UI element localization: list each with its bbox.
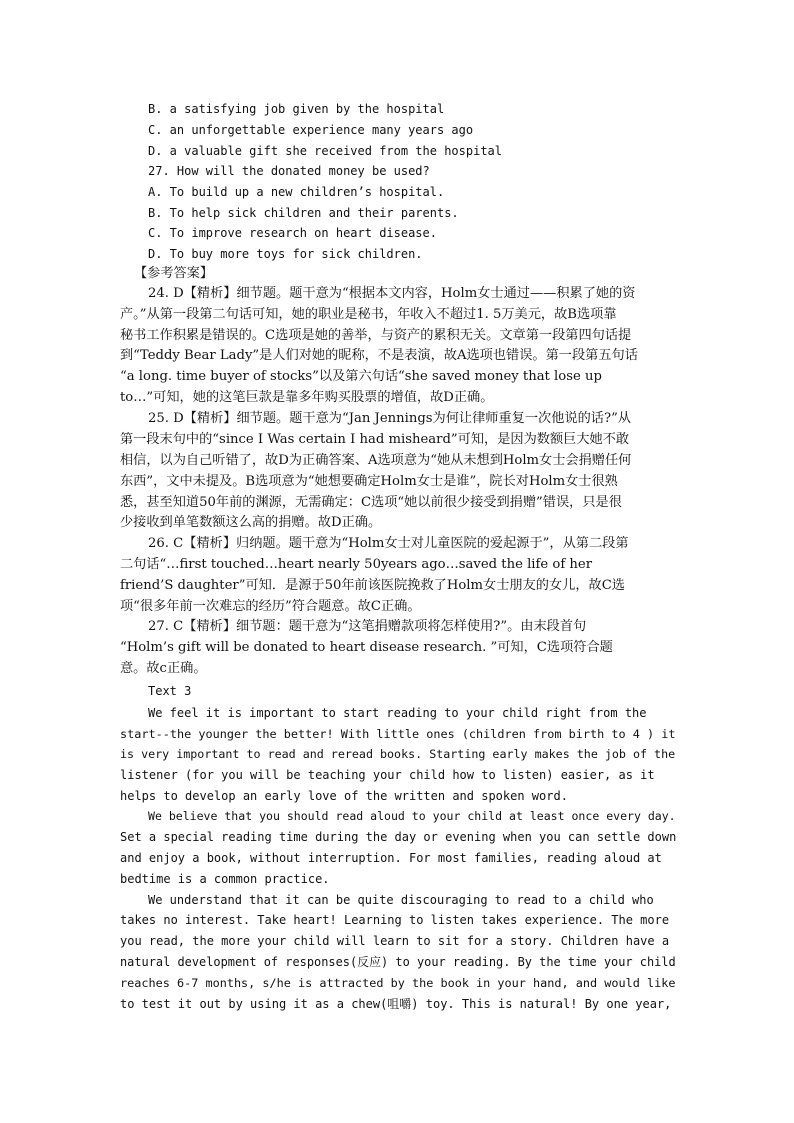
answer-line: 到“Teddy Bear Lady”是人们对她的昵称，不是表演，故A选项也错误。第一段第五句话 xyxy=(120,348,638,363)
q26-option-b: B. a satisfying job given by the hospital xyxy=(148,102,445,116)
text3-line: We believe that you should read aloud to your child at least once every day. xyxy=(148,809,676,823)
answer-line: 25. D【精析】细节题。题干意为“Jan Jennings为何让律师重复一次他说的话?”从 xyxy=(148,411,631,426)
text3-line: We understand that it can be quite discouraging to read to a child who xyxy=(148,893,654,907)
q26-option-d: D. a valuable gift she received from the hospital xyxy=(148,144,503,158)
text3-line: Set a special reading time during the day or evening when you can settle down xyxy=(120,830,677,844)
answer-line: 项“很多年前一次难忘的经历”符合题意。故C正确。 xyxy=(120,599,421,614)
q27-option-a: A. To build up a new children’s hospital. xyxy=(148,185,445,199)
answer-line: 二句话“…first touched…heart nearly 50years ago…saved the life of her xyxy=(120,557,593,572)
text3-line: takes no interest. Take heart! Learning to listen takes experience. The more xyxy=(120,913,670,927)
answer-line: “Holm’s gift will be donated to heart disease research. ”可知，C选项符合题 xyxy=(120,640,613,655)
text3-line: start--the younger the better! With little ones (children from birth to 4 ) it xyxy=(120,727,676,741)
answer-line: 27. C【精析】细节题：题干意为“这笔捐赠款项将怎样使用?”。由末段首句 xyxy=(148,619,587,634)
answer-line: friend’S daughter”可知．是源于50年前该医院挽救了Holm女士朋友的女儿，故C选 xyxy=(120,578,625,593)
text3-line: helps to develop an early love of the written and spoken word. xyxy=(120,789,568,803)
text3-line: you read, the more your child will learn to sit for a story. Children have a xyxy=(120,934,670,948)
answer-line: 相信，以为自己听错了，故D为正确答案、A选项意为“她从未想到Holm女士会捐赠任何 xyxy=(120,453,632,468)
answer-line: to…”可知，她的这笔巨款是靠多年购买股票的增值，故D正确。 xyxy=(120,390,494,405)
answer-line: 26. C【精析】归纳题。题干意为“Holm女士对儿童医院的爱起源于”，从第二段第 xyxy=(148,536,629,551)
text3-line: and enjoy a book, without interruption. For most families, reading aloud at xyxy=(120,851,662,865)
answer-line: 产。”从第一段第二句话可知，她的职业是秘书，年收入不超过1. 5万美元，故B选项靠 xyxy=(120,307,617,322)
answer-line: 意。故c正确。 xyxy=(120,661,207,676)
q27-option-d: D. To buy more toys for sick children. xyxy=(148,247,423,261)
text3-line: is very important to read and reread books. Starting early makes the job of the xyxy=(120,747,676,761)
text3-line: to test it out by using it as a chew(咀嚼) toy. This is natural! By one year, xyxy=(120,997,672,1011)
q27-option-c: C. To improve research on heart disease. xyxy=(148,226,437,240)
answer-line: 第一段末句中的“since I Was certain I had misheard”可知，是因为数额巨大她不敢 xyxy=(120,432,630,447)
answer-line: 东西”，文中未提及。B选项意为“她想要确定Holm女士是谁”，院长对Holm女士很熟 xyxy=(120,474,618,489)
text3-line: We feel it is important to start reading to your child right from the xyxy=(148,706,647,720)
q27-question: 27. How will the donated money be used? xyxy=(148,164,430,178)
text3-title: Text 3 xyxy=(148,684,192,698)
answer-line: 24. D【精析】细节题。题干意为“根据本文内容，Holm女士通过——积累了她的资 xyxy=(148,286,636,301)
answer-line: “a long. time buyer of stocks”以及第六句话“she saved money that lose up xyxy=(120,369,602,384)
text3-line: reaches 6-7 months, s/he is attracted by the book in your hand, and would like xyxy=(120,976,676,990)
q26-option-c: C. an unforgettable experience many years ago xyxy=(148,123,474,137)
answer-line: 少接收到单笔数额这么高的捐赠。故D正确。 xyxy=(120,515,382,530)
answer-line: 悉，甚至知道50年前的渊源，无需确定：C选项“她以前很少接受到捐赠”错误，只是很 xyxy=(120,495,622,510)
answers-heading: 【参考答案】 xyxy=(134,266,214,281)
text3-line: natural development of responses(反应) to your reading. By the time your child xyxy=(120,955,676,969)
text3-line: listener (for you will be teaching your child how to listen) easier, as it xyxy=(120,768,655,782)
answer-line: 秘书工作积累是错误的。C选项是她的善举，与资产的累积无关。文章第一段第四句话提 xyxy=(120,328,632,343)
q27-option-b: B. To help sick children and their parents. xyxy=(148,206,459,220)
text3-line: bedtime is a common practice. xyxy=(120,872,330,886)
